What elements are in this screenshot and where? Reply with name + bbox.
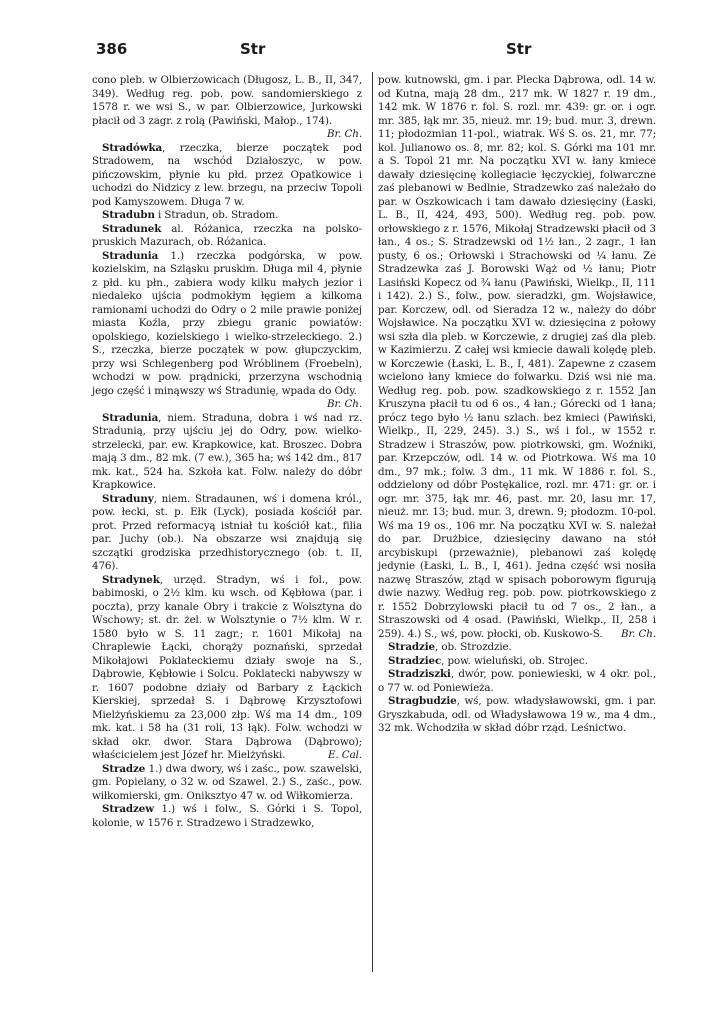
- dictionary-entry: [378, 641, 656, 655]
- dictionary-entry: [92, 223, 362, 250]
- entry-text: , niem. Straduna, dobra i wś nad rz. Stradunią, przy ujściu jej do Odry, pow. wielko-strzelecki, par. ew. Krapkowice, kat. Broszec. Dobra mają 3 dm., 82 mk. (7 ew.), 365 ha; wś 142 dm., 817 mk. kat., 524 ha. Szkoła kat. Folw. należy do dóbr Krapkowice.: [92, 411, 362, 491]
- entry-headword: Stragbudzie: [388, 695, 457, 707]
- dictionary-entry: [92, 803, 362, 830]
- running-head-left: Str: [240, 40, 266, 58]
- entry-headword: Stradynek: [102, 573, 160, 586]
- entry-text: al. Różanica, rzeczka na polsko-pruskich Mazurach, ob. Różanica.: [92, 222, 362, 248]
- entry-text: , rzeczka, bierze początek pod Stradowem, na wschód Działoszyc, w pow. pińczowskim, płynie ku płd. przez Opatkowice i uchodzi do Nidzicy z lew. brzegu, na przeciw Topoli pod Kamyszowem. Długa 7 w.: [92, 141, 362, 208]
- entry-headword: Stradubn: [102, 209, 155, 221]
- entry-text: , dwór, pow. poniewieski, w 4 okr. pol., o 77 w. od Poniewieża.: [378, 668, 656, 694]
- running-head-right: Str: [506, 40, 532, 58]
- entry-headword: Stradunek: [102, 222, 162, 235]
- entry-headword: Stradzie: [388, 641, 435, 653]
- dictionary-entry: [92, 250, 362, 412]
- right-column: [378, 74, 656, 736]
- dictionary-entry: [92, 142, 362, 210]
- dictionary-entry: [92, 493, 362, 574]
- entry-headword: Stradówka: [102, 141, 163, 154]
- entry-text: 1.) rzeczka podgórska, w pow. kozielskim, na Szląsku pruskim. Długa mil 4, płynie z płd. ku płn., zabiera wody kilku małych jezior i niedaleko ujścia podmokłym łęgiem a kilkoma ramionami uchodzi do Odry o 2 mile prawie poniżej miasta Koźla, przy zbiegu granic powiatów: opolskiego, kozielskiego i wielko-strzeleckiego. 2.) S., rzeczka, bierze początek w pow. głupczyckim, przy wsi Schlegenberg pod Wróblinem (Froebeln), wchodzi w pow. prądnicki, przerzyna wschodnią jego część i minąwszy wś Stradunię, wpada do Ody.: [92, 249, 362, 397]
- entry-author-signature: Br. Ch.: [327, 128, 362, 140]
- entry-headword: Stradzew: [102, 803, 154, 815]
- entry-text: 1.) wś i folw., S. Górki i S. Topol, kolonie, w 1576 r. Stradzewo i Stradzewko,: [92, 803, 362, 829]
- entry-text: , niem. Stradaunen, wś i domena król., pow. łecki, st. p. Ełk (Lyck), posiada kościół par. prot. Przed reformacyą istniał tu kościół kat., filia par. Juchy (ob.). Na obszarze wsi znajdują się szczątki grodziska przedhistorycznego (ob. t. II, 476).: [92, 492, 362, 572]
- entry-headword: Stradziszki: [388, 668, 451, 680]
- entry-text: , wś, pow. władysławowski, gm. i par. Gryszkabuda, odl. od Władysławowa 19 w., ma 4 dm., 32 mk. Wchodziła w skład dóbr rząd. Leśnictwo.: [378, 695, 656, 734]
- entry-headword: Stradziec: [388, 654, 442, 667]
- page-header: [96, 40, 656, 64]
- entry-headword: Stradunia: [102, 411, 159, 424]
- dictionary-entry: [378, 74, 656, 641]
- dictionary-entry: [378, 655, 656, 669]
- entry-headword: Straduny: [102, 492, 154, 505]
- entry-headword: Stradunia: [102, 249, 159, 262]
- dictionary-entry: [92, 412, 362, 493]
- dictionary-entry: [378, 668, 656, 695]
- dictionary-entry: [378, 695, 656, 736]
- entry-text: cono pleb. w Olbierzowicach (Długosz, L. B., II, 347, 349). Według reg. pob. pow. sandomierskiego z 1578 r. we wsi S., w par. Olbierzowice, Jurkowski płacił od 3 zagr. z rolą (Pawiński, Małop., 174).: [92, 74, 362, 127]
- dictionary-entry: [92, 763, 362, 804]
- entry-text: , ob. Strozdzie.: [435, 641, 512, 653]
- entry-author-signature: Br. Ch.: [621, 627, 656, 640]
- entry-text: 1.) dwa dwory, wś i zaśc., pow. szawelski, gm. Popielany, o 32 w. od Szawel. 2.) S., zaśc., pow. wiłkomierski, gm. Oniksztyo 47 w. od Wiłkomierza.: [92, 762, 362, 802]
- entry-text: pow. kutnowski, gm. i par. Plecka Dąbrowa, odl. 14 w. od Kutna, mają 28 dm., 217 mk. W 1827 r. 19 dm., 142 mk. W 1876 r. fol. S. rozl. mr. 439: gr. or. i ogr. mr. 385, łąk mr. 35, nieuż. mr. 19; bud. mur. 3, drewn. 11; płodozmian 11-pol., wiatrak. Wś S. os. 21, mr. 77; kol. Julianowo os. 8, mr. 82; kol. S. Górki ma 101 mr. a S. Topol 21 mr. Na początku XVI w. łany kmiece dawały dziesięcinę kollegiacie łęczyckiej, folwarczne zaś plebanowi w Bedlnie, Stradzewko zaś należało do par. w Oszkowicach i tam dawało dziesięciny (Łaski, L. B., II, 424, 493, 500). Według reg. pob. pow. orłowskiego z r. 1576, Mikołaj Stradzewski płacił od 3 łan., 4 os.; S. Stradzewski od 1½ łan., 2 zagr., 1 łan pusty, 6 os.; Orłowski i Strachowski od ¼ łanu. Ze Stradzewka zaś J. Borowski Wąż od ½ łanu; Piotr Lasiński Kopecz od ¾ łanu (Pawiński, Wielkp., II, 111 i 142). 2.) S., folw., pow. sieradzki, gm. Wojsławice, par. Korczew, odl. od Sieradza 12 w., należy do dóbr Wojsławice. Na początku XVI w. dziesięcina z połowy wsi szła dla pleb. w Korczewie, z drugiej zaś dla pleb. w Kazimierzu. Z całej wsi kmiecie dawali kolędę pleb. w Korczewie (Łaski, L. B., I, 481). Zapewne z czasem wcielono łany kmiece do folwarku. Dziś wsi nie ma. Według reg. pob. pow. szadkowskiego z r. 1552 Jan Kruszyna płacił tu od 6 os., 4 łan.; Górecki od 1 łana; prócz tego było ½ łanu szlach. bez kmieci (Pawiński, Wielkp., II, 229, 245). 3.) S., wś i fol., w 1552 r. Stradzew i Straszów, pow. piotrkowski, gm. Woźniki, par. Krzepczów, odl. 14 w. od Piotrkowa. Wś ma 10 dm., 97 mk.; folw. 3 dm., 11 mk. W 1886 r. fol. S., oddzielony od dóbr Postękalice, rozl. mr. 471: gr. or. i ogr. mr. 375, łąk mr. 46, past. mr. 20, lasu mr. 17, nieuż. mr. 13; bud. mur. 3, drewn. 9; płodozm. 10-pol. Wś ma 19 os., 106 mr. Na początku XVI w. S. należał do par. Drużbice, dziesięciny dawano na stół arcybiskupi (przeważnie), plebanowi zaś kolędę jedynie (Łaski, L. B., I, 461). Jedna część wsi nosiła nazwę Straszów, ztąd w spisach poborowym figurują dwie nazwy. Według reg. pob. pow. piotrkowskiego z r. 1552 Dobrzylowski płacił tu od 7 os., 2 łan., a Straszowski od 4 osad. (Pawiński, Wielkp., II, 258 i 259). 4.) S., wś, pow. płocki, ob. Kuskowo-S.: [378, 74, 656, 640]
- entry-text: i Stradun, ob. Stradom.: [154, 209, 279, 221]
- entry-author-signature: Br. Ch.: [327, 398, 362, 410]
- dictionary-entry: [92, 209, 362, 223]
- dictionary-entry: [92, 574, 362, 763]
- dictionary-entry: [92, 74, 362, 142]
- entry-text: , pow. wieluński, ob. Strojec.: [441, 654, 588, 667]
- entry-headword: Stradze: [102, 762, 146, 775]
- column-divider: [372, 72, 373, 972]
- entry-author-signature: E. Cal.: [328, 749, 362, 761]
- page-number: 386: [96, 40, 128, 58]
- entry-text: , urzęd. Stradyn, wś i fol., pow. babimoski, o 2½ klm. ku wsch. od Kębłowa (par. i poczta), przy kanale Obry i trakcie z Wolsztyna do Wschowy; st. dr. żel. w Wolsztynie o 7½ klm. W r. 1580 było w S. 11 zagr.; r. 1601 Mikołaj na Chraplewie Łącki, chorąży poznański, sprzedał Mikołajowi Poklateckiemu działy swoje na S., Dąbrowie, Kębłowie i Solcu. Poklatecki nabywszy w r. 1607 podobne działy od Barbary z Łąckich Kierskiej, sprzedał S. i Dąbrowę Krzysztofowi Mielżyńskiemu za 23,000 złp. Wś ma 14 dm., 109 mk. kat. i 58 ha (31 roli, 13 łąk). Folw. wchodzi w skład okr. dwor. Stara Dąbrowa (Dąbrowo); właścicielem jest Józef hr. Mielżyński.: [92, 573, 362, 761]
- left-column: [92, 74, 362, 830]
